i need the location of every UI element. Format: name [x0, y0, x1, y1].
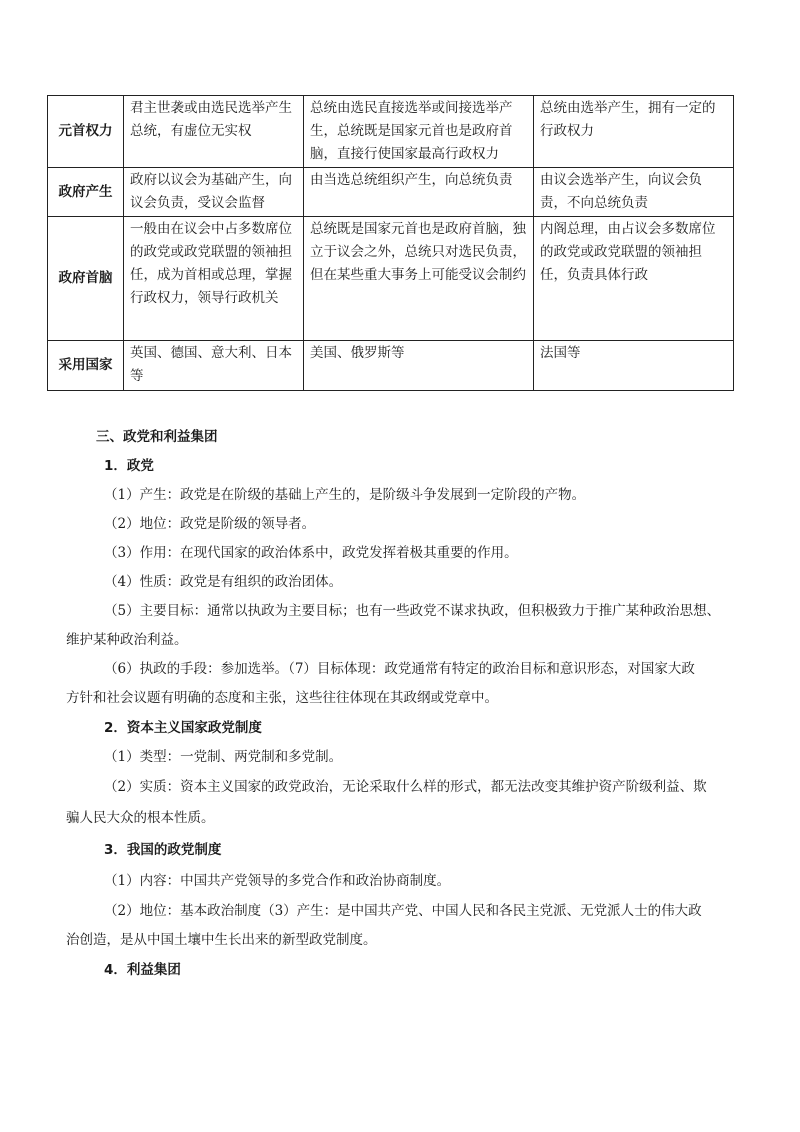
- table-cell: 政府以议会为基础产生，向议会负责，受议会监督: [124, 168, 304, 217]
- paragraph: （1）内容：中国共产党领导的多党合作和政治协商制度。: [104, 873, 451, 889]
- table-cell: 内阁总理，由占议会多数席位的政党或政党联盟的领袖担任，负责具体行政: [534, 217, 734, 341]
- paragraph: （2）地位：政党是阶级的领导者。: [104, 516, 316, 532]
- paragraph: （2）实质：资本主义国家的政党政治，无论采取什么样的形式，都无法改变其维护资产阶级利益、欺: [104, 779, 707, 795]
- table-cell: 法国等: [534, 341, 734, 391]
- table-cell: 由当选总统组织产生，向总统负责: [304, 168, 534, 217]
- table-cell: 英国、德国、意大利、日本等: [124, 341, 304, 391]
- paragraph: （6）执政的手段：参加选举。（7）目标体现：政党通常有特定的政治目标和意识形态，对国家大政: [104, 661, 695, 677]
- paragraph-continuation: 骗人民大众的根本性质。: [66, 810, 215, 826]
- table-cell: 总统由选民直接选举或间接选举产生，总统既是国家元首也是政府首脑，直接行使国家最高行政权力: [304, 96, 534, 168]
- section-title: 三、政党和利益集团: [96, 429, 218, 445]
- table-cell: 总统既是国家元首也是政府首脑，独立于议会之外，总统只对选民负责，但在某些重大事务上可能受议会制约: [304, 217, 534, 341]
- comparison-table: [47, 95, 734, 391]
- row-header: 采用国家: [48, 341, 124, 391]
- paragraph: （3）作用：在现代国家的政治体系中，政党发挥着极其重要的作用。: [104, 545, 518, 561]
- paragraph-continuation: 治创造，是从中国土壤中生长出来的新型政党制度。: [66, 932, 377, 948]
- subsection-heading: 1．政党: [104, 458, 154, 474]
- paragraph: （5）主要目标：通常以执政为主要目标；也有一些政党不谋求执政，但积极致力于推广某种政治思想、: [104, 603, 721, 619]
- paragraph: （4）性质：政党是有组织的政治团体。: [104, 574, 343, 590]
- row-header: 政府首脑: [48, 217, 124, 341]
- table-cell: 一般由在议会中占多数席位的政党或政党联盟的领袖担任，成为首相或总理，掌握行政权力，领导行政机关: [124, 217, 304, 341]
- table-row: [48, 341, 734, 391]
- row-header: 元首权力: [48, 96, 124, 168]
- paragraph: （2）地位：基本政治制度（3）产生：是中国共产党、中国人民和各民主党派、无党派人士的伟大政: [104, 903, 702, 919]
- table-row: [48, 168, 734, 217]
- subsection-heading: 2．资本主义国家政党制度: [104, 720, 262, 736]
- paragraph: （1）产生：政党是在阶级的基础上产生的，是阶级斗争发展到一定阶段的产物。: [104, 487, 586, 503]
- paragraph-continuation: 维护某种政治利益。: [66, 632, 188, 648]
- paragraph: （1）类型：一党制、两党制和多党制。: [104, 749, 343, 765]
- table-cell: 总统由选举产生，拥有一定的行政权力: [534, 96, 734, 168]
- paragraph-continuation: 方针和社会议题有明确的态度和主张，这些往往体现在其政纲或党章中。: [66, 690, 498, 706]
- row-header: 政府产生: [48, 168, 124, 217]
- table-row: [48, 96, 734, 168]
- subsection-heading: 3．我国的政党制度: [104, 842, 222, 858]
- table-cell: 由议会选举产生，向议会负责，不向总统负责: [534, 168, 734, 217]
- table-cell: 君主世袭或由选民选举产生总统，有虚位无实权: [124, 96, 304, 168]
- table-cell: 美国、俄罗斯等: [304, 341, 534, 391]
- table-row: [48, 217, 734, 341]
- subsection-heading: 4．利益集团: [104, 962, 181, 978]
